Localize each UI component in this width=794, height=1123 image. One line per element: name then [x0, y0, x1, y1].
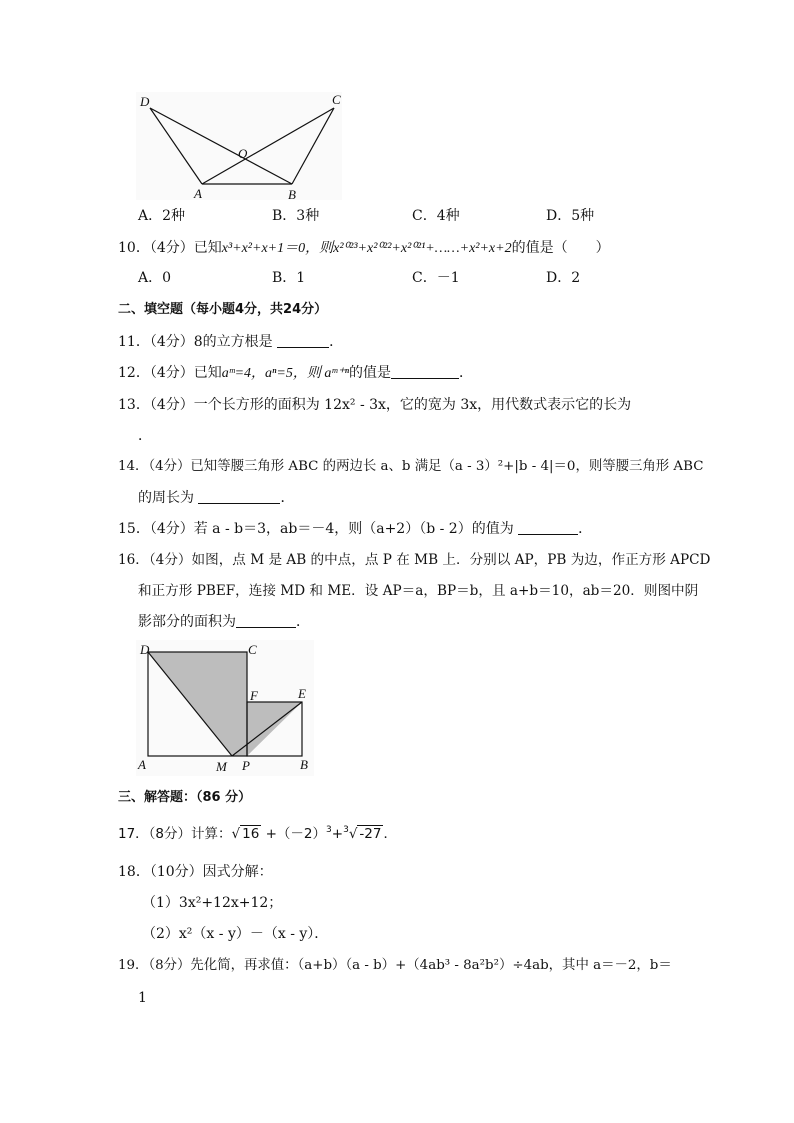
q17-prefix: 17．（8分）计算：	[118, 826, 232, 842]
figure-crossed-triangles	[136, 92, 342, 200]
q12-answer-blank[interactable]	[391, 364, 459, 379]
q14-line2	[138, 488, 294, 508]
q16-end: ．	[296, 614, 310, 630]
q19-line1: 19．（8分）先化简，再求值：（a+b）（a - b）+（4ab³ - 8a²b²）÷4ab，其中 a＝－2，b＝	[118, 958, 672, 973]
q16-text: 影部分的面积为	[138, 614, 236, 630]
q16-answer-blank[interactable]	[236, 613, 296, 628]
figure-two-squares	[136, 640, 314, 776]
two-squares-svg	[136, 640, 314, 776]
section-solve-title: 三、解答题：（86 分）	[118, 790, 252, 805]
label-sq-C: C	[248, 642, 257, 657]
q16-line2: 和正方形 PBEF，连接 MD 和 ME．设 AP＝a，BP＝b，且 a+b＝10，ab＝20．则图中阴	[138, 583, 699, 599]
q17-plus: +	[331, 826, 344, 842]
q19-line2: 1	[138, 990, 147, 1006]
q9-option-a: A．2种	[138, 208, 186, 224]
label-sq-F: F	[250, 688, 258, 703]
q18-title: 18．（10分）因式分解：	[118, 864, 273, 880]
q11-text: 11．（4分）8的立方根是	[118, 334, 273, 350]
q16-line3	[138, 612, 310, 632]
q9-option-c: C．4种	[412, 208, 460, 224]
q14-line1: 14．（4分）已知等腰三角形 ABC 的两边长 a、b 满足（a - 3）²+|b - 4|＝0，则等腰三角形 ABC	[118, 459, 704, 474]
q18-part2: （2）x²（x - y）－（x - y）．	[142, 926, 329, 942]
q14-end: ．	[280, 490, 295, 506]
q11	[118, 332, 343, 352]
q10-option-a: A．0	[138, 270, 172, 286]
q15-end: ．	[578, 521, 593, 537]
q12	[118, 363, 473, 384]
label-B: B	[288, 187, 296, 200]
q18-part1: （1）3x²+12x+12；	[142, 895, 283, 911]
q10-option-d: D．2	[546, 270, 581, 286]
q10-option-c: C．－1	[412, 270, 460, 286]
q11-end: ．	[329, 334, 344, 350]
q9-option-b: B．3种	[272, 208, 320, 224]
q17-middle: +（－2）	[265, 826, 327, 842]
label-sq-D: D	[140, 642, 150, 657]
label-sq-P: P	[242, 758, 250, 773]
q16-line1: 16．（4分）如图，点 M 是 AB 的中点，点 P 在 MB 上．分别以 AP，PB 为边，作正方形 APCD	[118, 552, 711, 568]
label-sq-B: B	[300, 757, 308, 772]
label-O: O	[238, 146, 248, 161]
q10-stem	[118, 238, 610, 259]
q10-option-b: B．1	[272, 270, 306, 286]
label-sq-E: E	[298, 686, 306, 701]
q12-tail: 的值是	[349, 365, 392, 381]
q13-line1: 13．（4分）一个长方形的面积为 12x² - 3x，它的宽为 3x，用代数式表示它的长为	[118, 397, 632, 413]
crossed-triangles-svg	[136, 92, 342, 200]
q13-line2: ．	[138, 428, 152, 444]
label-A: A	[194, 186, 202, 200]
q14-answer-blank[interactable]	[198, 489, 280, 504]
sqrt-radicand: 16	[242, 826, 260, 842]
cbrt-index: 3	[343, 825, 349, 835]
q12-text: 12．（4分）已知	[118, 365, 222, 381]
q12-end: ．	[459, 365, 474, 381]
label-C: C	[332, 92, 341, 107]
label-sq-A: A	[138, 757, 146, 772]
q10-condition: x³+x²+x+1＝0，则	[221, 241, 334, 256]
cbrt-radicand: -27	[359, 826, 382, 842]
q9-option-d: D．5种	[546, 208, 595, 224]
label-sq-M: M	[216, 759, 227, 774]
q14-text: 的周长为	[138, 490, 194, 506]
q15-text: 15．（4分）若 a - b＝3，ab＝－4，则（a+2）（b - 2）的值为	[118, 521, 514, 537]
cbrt-expression: √ -27	[348, 826, 382, 842]
q15	[118, 519, 592, 539]
q17-end: ．	[383, 826, 397, 842]
q11-answer-blank[interactable]	[277, 333, 329, 348]
q17-power: 3	[326, 825, 332, 835]
q10-expression: x²⁰²³+x²⁰²²+x²⁰²¹+……+x²+x+2	[333, 241, 512, 256]
sqrt-expression: √ 16	[231, 826, 260, 842]
q10-prefix: 10．（4分）已知	[118, 240, 222, 256]
label-D: D	[140, 94, 150, 109]
q12-condition: aᵐ=4，aⁿ=5，则 aᵐ⁺ⁿ	[221, 366, 350, 381]
section-fill-in-title: 二、填空题（每小题4分，共24分）	[118, 302, 328, 317]
q10-suffix: 的值是（ ）	[511, 240, 610, 256]
q17	[118, 824, 397, 844]
q15-answer-blank[interactable]	[518, 520, 578, 535]
